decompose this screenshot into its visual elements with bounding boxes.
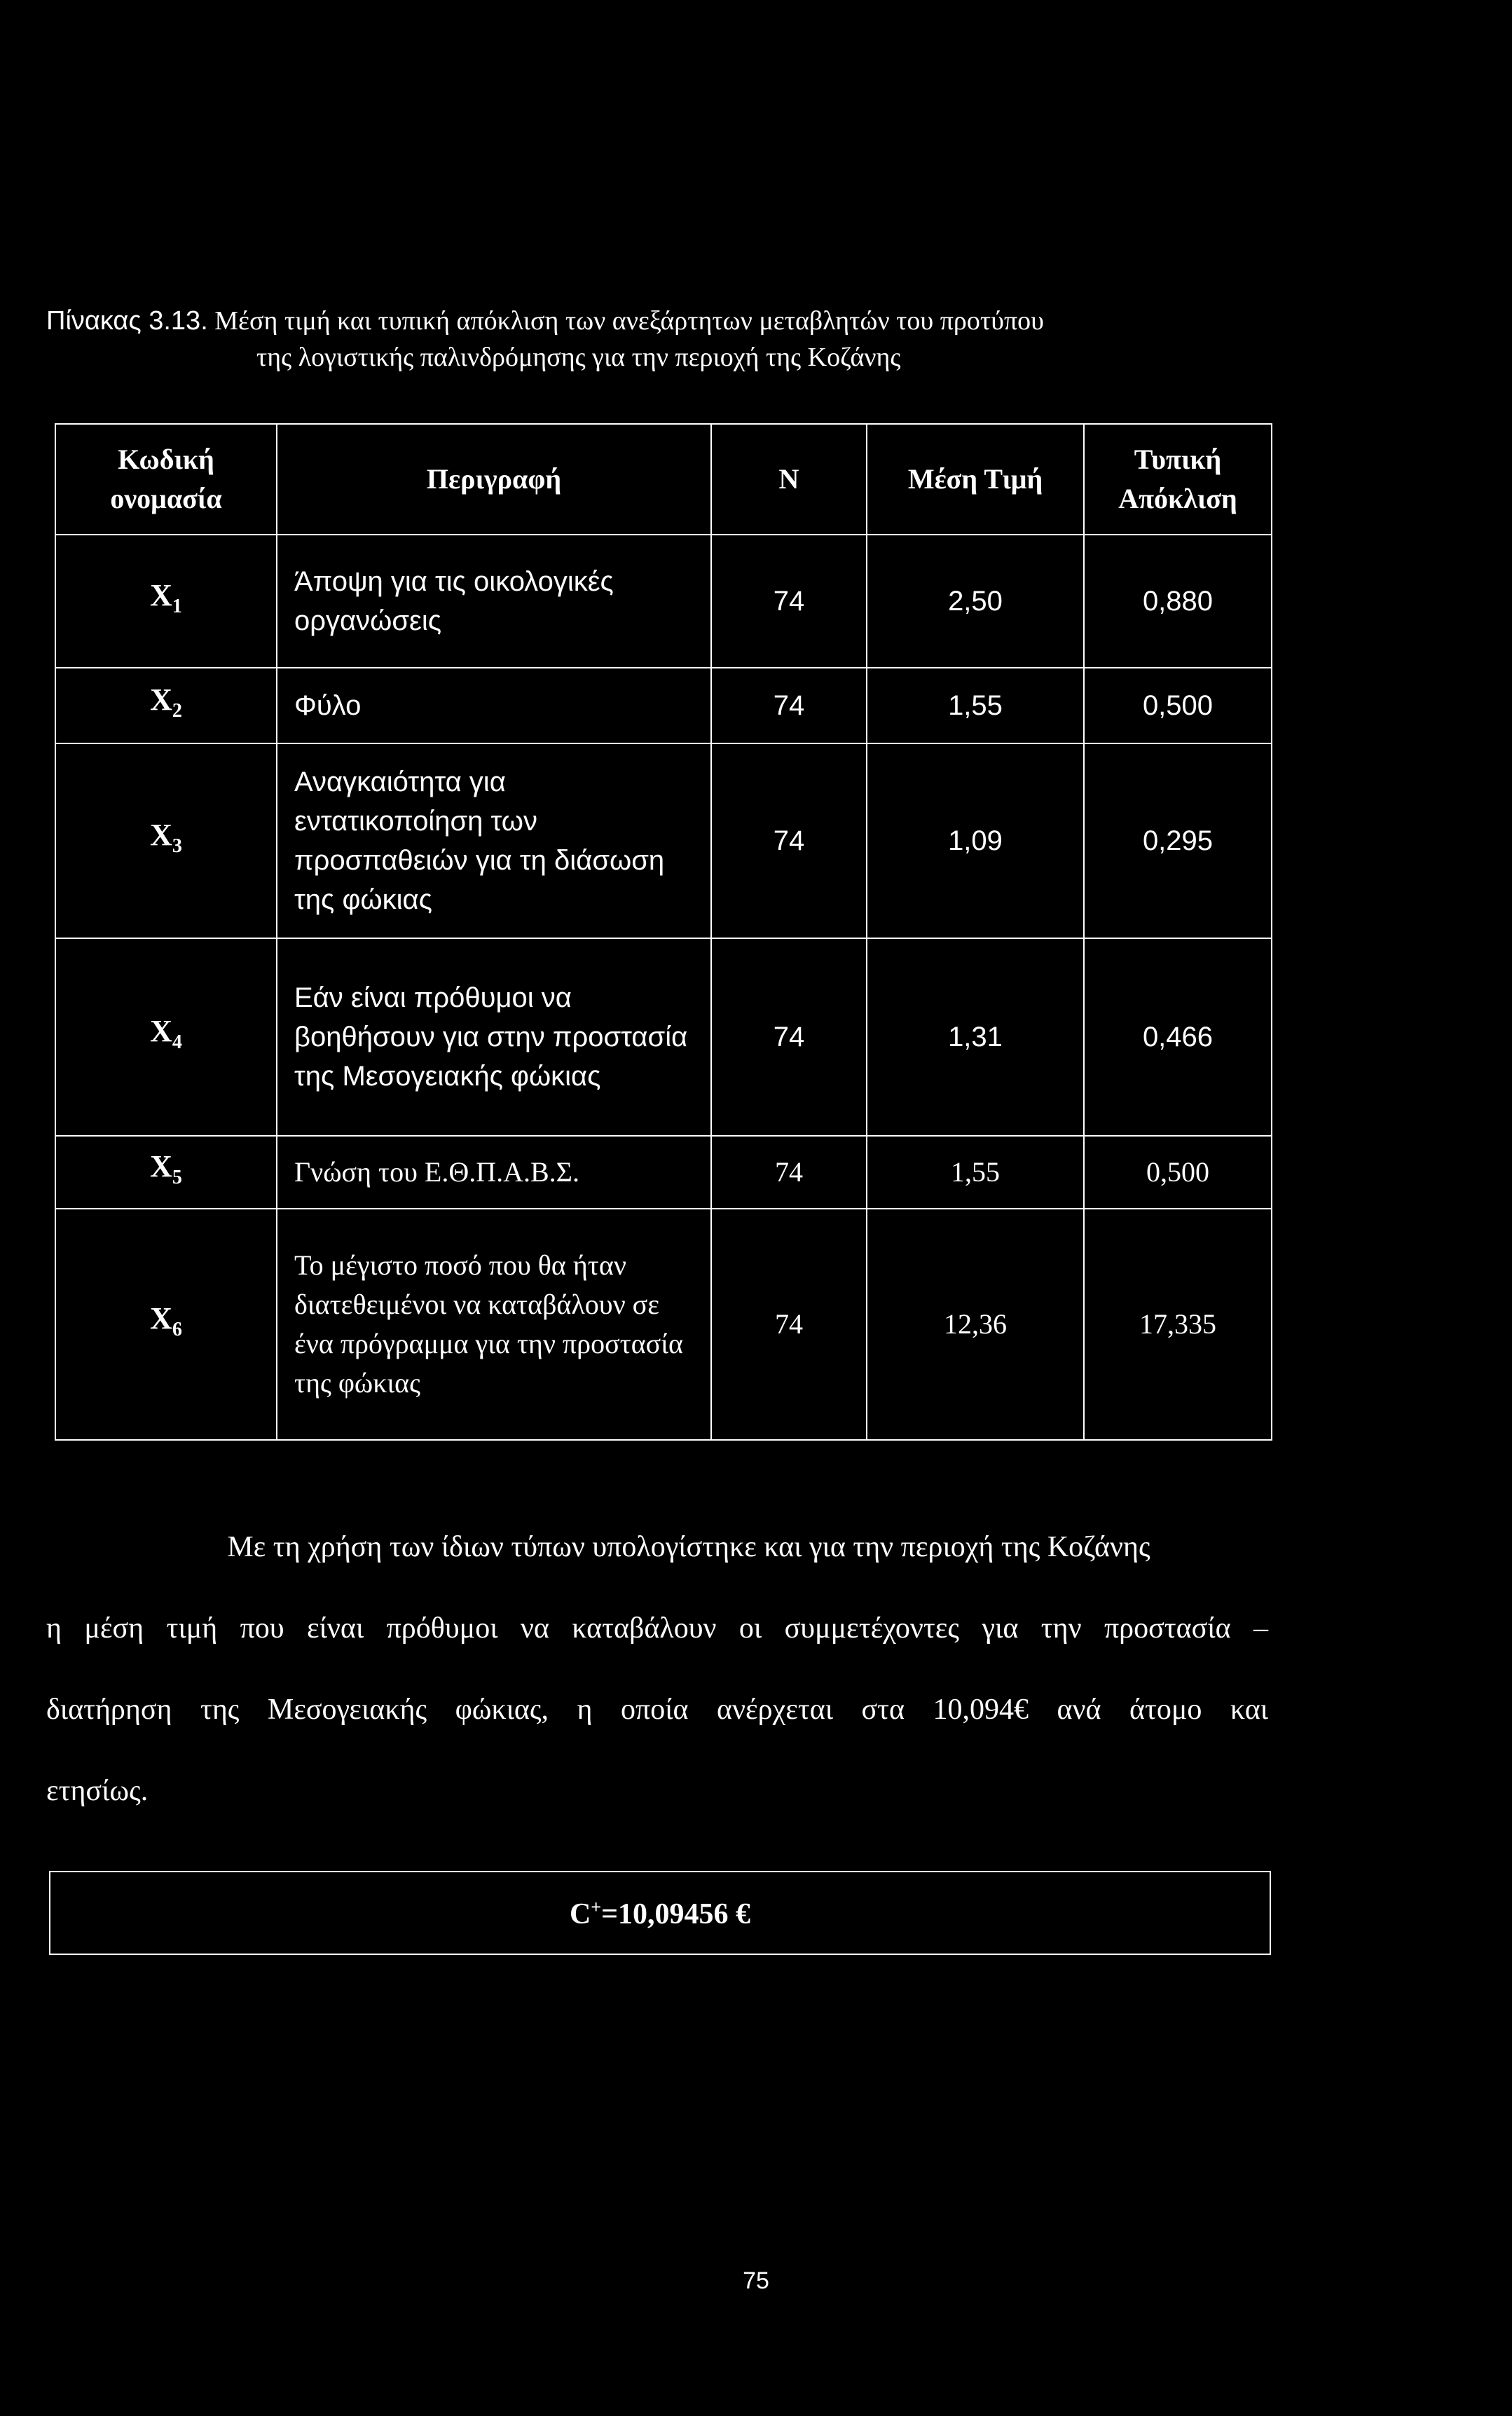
row-mean: 1,31 <box>867 938 1084 1136</box>
page-number: 75 <box>743 2267 769 2294</box>
table-row <box>55 1209 1272 1440</box>
caption-line-2: της λογιστικής παλινδρόμησης για την περιοχή της Κοζάνης <box>256 343 901 372</box>
table-row <box>55 535 1272 668</box>
row-description: Φύλο <box>277 668 711 743</box>
row-n: 74 <box>711 743 867 938</box>
row-code-letter: X <box>150 1149 172 1184</box>
header-description: Περιγραφή <box>277 424 711 535</box>
row-code-letter: X <box>150 1014 172 1049</box>
caption-line-1: Μέση τιμή και τυπική απόκλιση των ανεξάρτητων μεταβλητών του προτύπου <box>214 306 1044 336</box>
row-code <box>55 743 277 938</box>
table-row <box>55 743 1272 938</box>
result-sup: + <box>591 1897 602 1917</box>
row-code-sub: 2 <box>172 699 182 722</box>
header-code <box>55 424 277 535</box>
row-n: 74 <box>711 668 867 743</box>
header-code-line-2: ονομασία <box>110 483 222 514</box>
row-code-sub: 1 <box>172 595 182 617</box>
row-sd: 0,295 <box>1084 743 1272 938</box>
row-code <box>55 535 277 668</box>
row-sd: 0,466 <box>1084 938 1272 1136</box>
row-code-sub: 4 <box>172 1031 182 1053</box>
row-sd: 0,880 <box>1084 535 1272 668</box>
row-description: Αναγκαιότητα για εντατικοποίηση των προσπαθειών για τη διάσωση της φώκιας <box>277 743 711 938</box>
row-n: 74 <box>711 1136 867 1209</box>
row-mean: 1,55 <box>867 1136 1084 1209</box>
row-mean: 2,50 <box>867 535 1084 668</box>
row-n: 74 <box>711 938 867 1136</box>
header-sd-line-2: Απόκλιση <box>1118 483 1237 514</box>
result-symbol: C <box>569 1898 591 1930</box>
row-sd: 17,335 <box>1084 1209 1272 1440</box>
caption-label: Πίνακας 3.13. <box>46 306 208 336</box>
row-code <box>55 938 277 1136</box>
paragraph-line-1: Με τη χρήση των ίδιων τύπων υπολογίστηκε και για την περιοχή της Κοζάνης <box>227 1531 1150 1563</box>
body-paragraph <box>46 1506 1268 1832</box>
row-code-letter: X <box>150 682 172 718</box>
paragraph-line-2: η μέση τιμή που είναι πρόθυμοι να καταβάλουν οι συμμετέχοντες για την προστασία – <box>46 1612 1268 1645</box>
row-code-letter: X <box>150 578 172 613</box>
table-header-row <box>55 424 1272 535</box>
paragraph-line-3: διατήρηση της Μεσογειακής φώκιας, η οποία ανέρχεται στα 10,094€ ανά άτομο και <box>46 1694 1268 1726</box>
table-row <box>55 938 1272 1136</box>
header-mean: Μέση Τιμή <box>867 424 1084 535</box>
header-n: N <box>711 424 867 535</box>
row-code <box>55 1209 277 1440</box>
row-code <box>55 668 277 743</box>
row-mean: 1,55 <box>867 668 1084 743</box>
header-code-line-1: Κωδική <box>118 444 214 475</box>
row-description: Εάν είναι πρόθυμοι να βοηθήσουν για στην προστασία της Μεσογειακής φώκιας <box>277 938 711 1136</box>
row-code-sub: 5 <box>172 1166 182 1188</box>
row-code-sub: 6 <box>172 1318 182 1340</box>
row-code-letter: X <box>150 818 172 853</box>
paragraph-line-4: ετησίως. <box>46 1775 149 1807</box>
row-code-sub: 3 <box>172 835 182 857</box>
result-value: =10,09456 € <box>601 1898 751 1930</box>
table-row <box>55 1136 1272 1209</box>
row-description: Το μέγιστο ποσό που θα ήταν διατεθειμένοι να καταβάλουν σε ένα πρόγραμμα για την προστασία της φώκιας <box>277 1209 711 1440</box>
row-mean: 1,09 <box>867 743 1084 938</box>
row-description: Γνώση του Ε.Θ.Π.Α.Β.Σ. <box>277 1136 711 1209</box>
result-box <box>49 1871 1271 1955</box>
row-n: 74 <box>711 1209 867 1440</box>
header-sd-line-1: Τυπική <box>1134 444 1222 475</box>
table-row <box>55 668 1272 743</box>
row-code-letter: X <box>150 1301 172 1336</box>
statistics-table <box>55 423 1272 1441</box>
header-sd <box>1084 424 1272 535</box>
row-code <box>55 1136 277 1209</box>
row-mean: 12,36 <box>867 1209 1084 1440</box>
row-description: Άποψη για τις οικολογικές οργανώσεις <box>277 535 711 668</box>
row-sd: 0,500 <box>1084 668 1272 743</box>
row-sd: 0,500 <box>1084 1136 1272 1209</box>
table-caption <box>46 303 1279 376</box>
row-n: 74 <box>711 535 867 668</box>
